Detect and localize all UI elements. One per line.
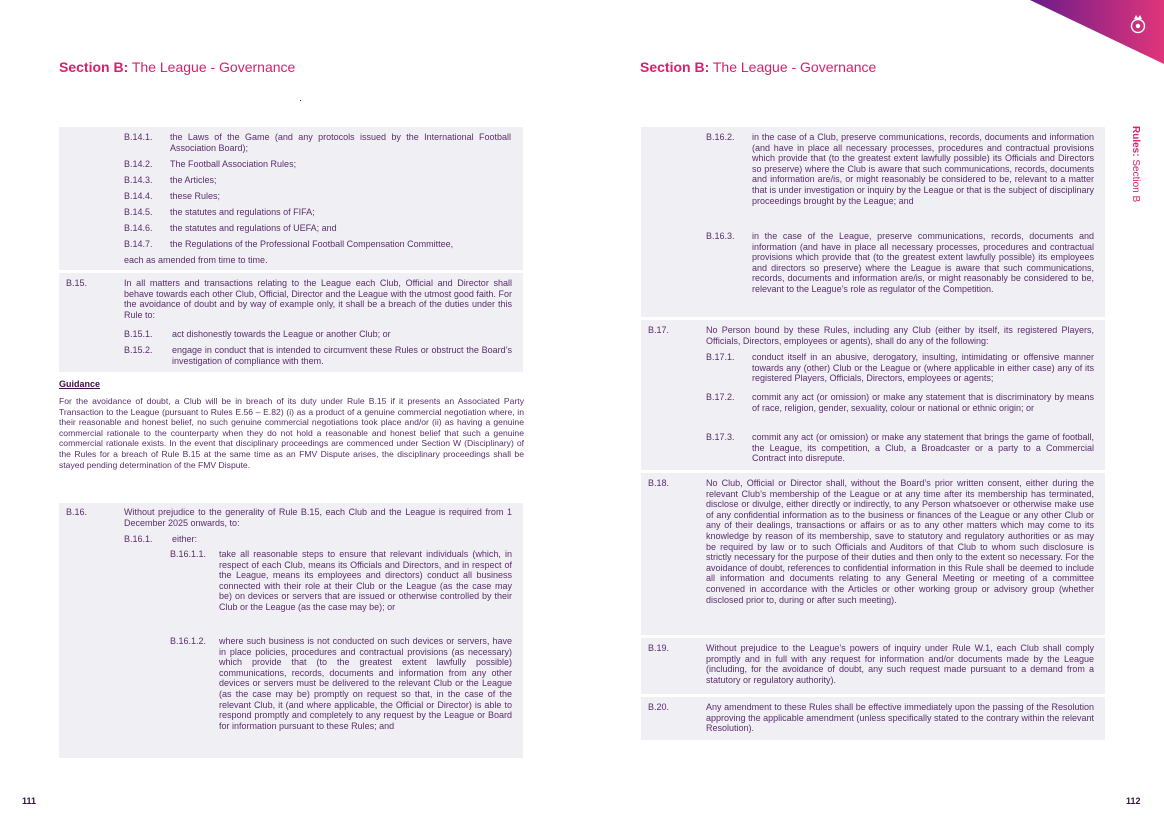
page-number: 111 bbox=[22, 796, 37, 806]
guidance-heading: Guidance bbox=[59, 379, 101, 389]
page-number: 112 bbox=[1126, 796, 1141, 806]
side-section-label: Rules: Section B bbox=[1130, 126, 1141, 203]
rule-b14-tail: each as amended from time to time. bbox=[124, 255, 268, 265]
page-title: Section B: The League - Governance bbox=[640, 59, 877, 75]
guidance-text: For the avoidance of doubt, a Club will be in breach of its duty under Rule B.15 if it presents an Associated Party Transaction to the League (pursuant to Rules E.56 – E.82) (i) as a product of a genuine commercial negotiation where, in their reasonable and honest belief, no such genuine commercial negotiations took place and/or (ii) as having a genuine commercial rationale to the counterparty when they do not hold a reasonable and honest belief that such a genuine commercial rationale exists. In the event that disciplinary proceedings are commenced under Section W (Disciplinary) of the Rules for a breach of Rule B.15 at the same time as an FMV Dispute arises, the disciplinary proceedings shall be stayed pending determination of the FMV Dispute. bbox=[59, 396, 524, 470]
page-title: Section B: The League - Governance bbox=[59, 59, 296, 75]
